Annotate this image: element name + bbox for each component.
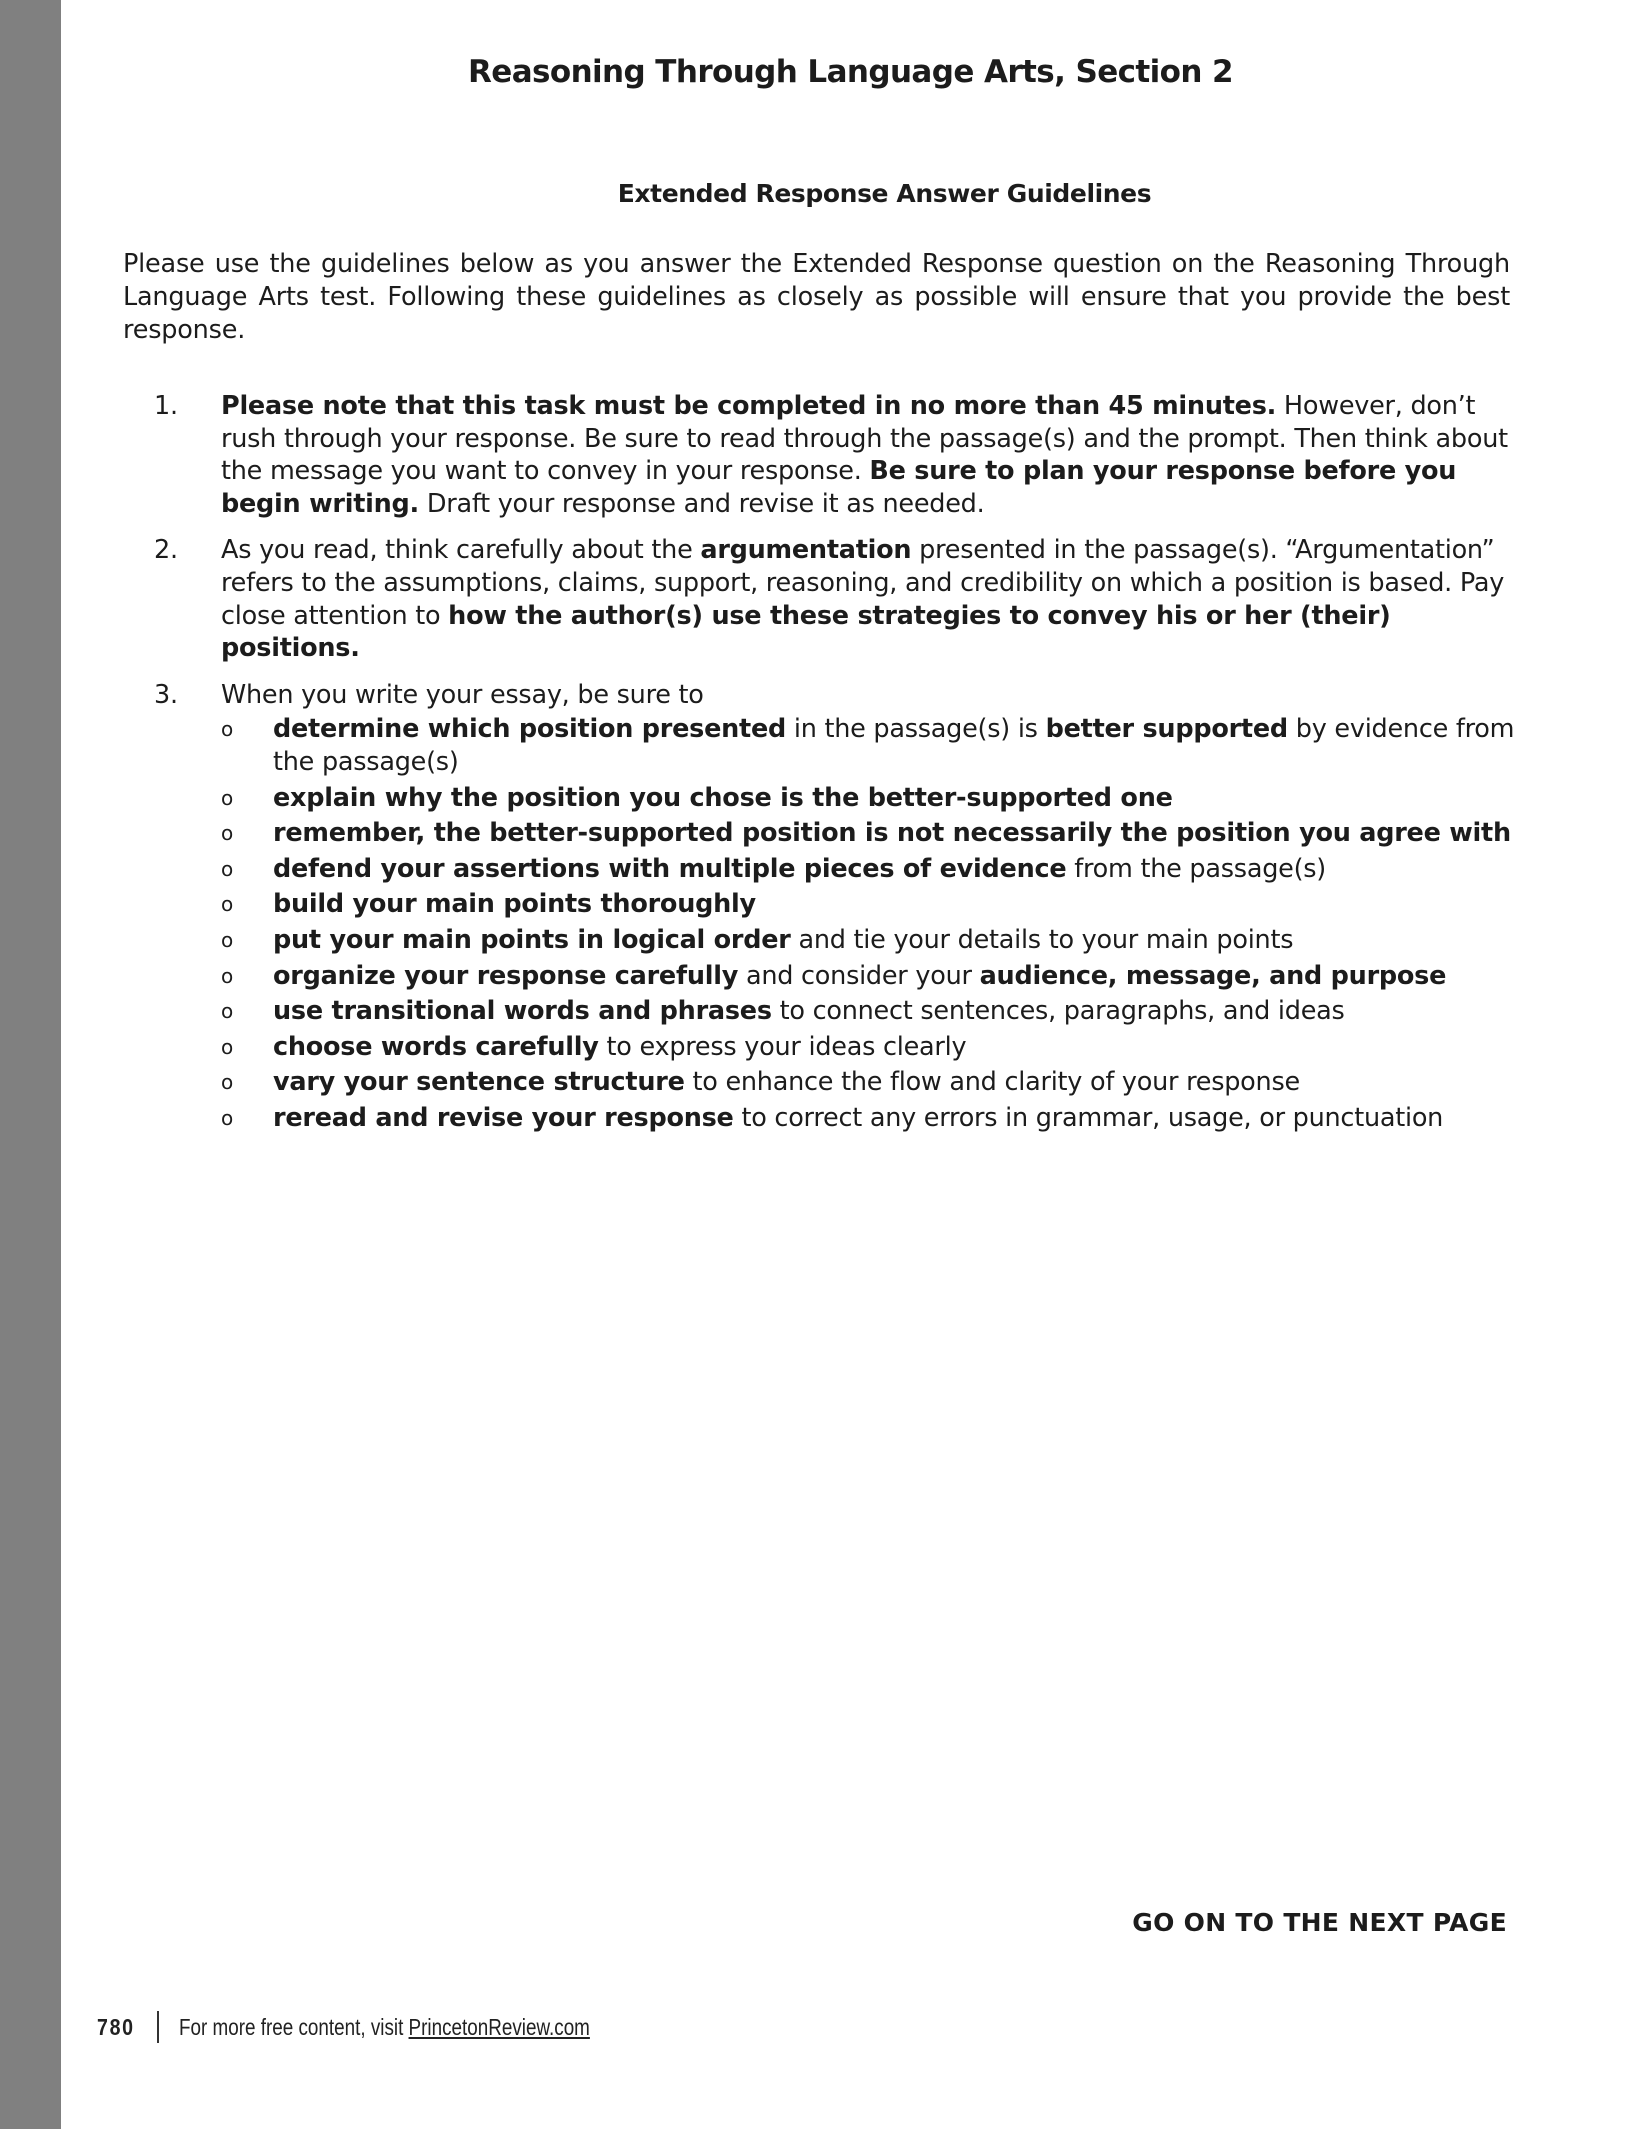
bold-text: remember, the better-supported position is not necessarily the position you agree with (273, 818, 1511, 849)
sub-list-item (221, 853, 1520, 886)
text: Draft your response and revise it as needed. (418, 488, 985, 519)
footer-caption: For more free content, visit (179, 2013, 409, 2040)
item-text (221, 390, 1520, 520)
bold-text: determine which position presented (273, 714, 787, 745)
page-number: 780 (97, 2013, 135, 2040)
section-title: Extended Response Answer Guidelines (617, 179, 1152, 208)
bold-text: explain why the position you chose is the better-supported one (273, 782, 1173, 813)
page-title: Reasoning Through Language Arts, Section 2 (468, 54, 1233, 90)
bold-text: choose words carefully (273, 1031, 599, 1062)
intro-paragraph: Please use the guidelines below as you answer the Extended Response question on the Reasoning Through Language Arts test. Following these guidelines as closely as possible will ensure that you provide the best response. (123, 249, 1510, 345)
bold-text: how the author(s) use these strategies to convey his or her (their) positions. (221, 600, 1391, 664)
sub-list-item (221, 995, 1520, 1028)
text: to express your ideas clearly (598, 1031, 967, 1062)
text: and consider your (738, 960, 980, 991)
bold-text: reread and revise your response (273, 1102, 734, 1133)
footer-divider (157, 2011, 159, 2043)
page-footer (97, 2010, 680, 2044)
sub-list-item (221, 817, 1520, 850)
guideline-item (120, 390, 1520, 520)
item-number: 2. (154, 535, 178, 566)
sub-list-item (221, 960, 1520, 993)
bold-text: audience, message, and purpose (979, 960, 1447, 991)
item-number: 3. (154, 679, 178, 710)
bold-text: use transitional words and phrases (273, 996, 772, 1027)
bold-text: Please note that this task must be completed in no more than 45 minutes. (221, 391, 1277, 421)
item-text (221, 534, 1520, 664)
hollow-circle-bullet-icon: o (221, 927, 233, 952)
hollow-circle-bullet-icon: o (221, 856, 233, 881)
page-side-bar (0, 0, 61, 2129)
bold-text: argumentation (700, 535, 912, 566)
text: by evidence from the passage(s) (273, 714, 1515, 777)
guideline-item (120, 679, 1520, 1135)
bold-text: better supported (1045, 714, 1288, 745)
item-number: 1. (154, 391, 178, 421)
footer-text (179, 2014, 590, 2041)
text: When you write your essay, be sure to (221, 679, 704, 710)
bold-text: put your main points in logical order (273, 924, 791, 955)
sub-list-item (221, 782, 1520, 815)
text: However, don’t rush through your response. Be sure to read through the passage(s) and the prompt. Then think about the message you want to convey in your response. (221, 391, 1508, 487)
sub-list-item (221, 1031, 1520, 1064)
hollow-circle-bullet-icon: o (221, 717, 233, 742)
hollow-circle-bullet-icon: o (221, 785, 233, 810)
item-text (221, 679, 1520, 712)
sub-list-item (221, 713, 1520, 778)
princeton-review-link[interactable]: PrincetonReview.com (408, 2013, 590, 2040)
sub-list-item (221, 1066, 1520, 1099)
sub-list-item (221, 924, 1520, 957)
hollow-circle-bullet-icon: o (221, 821, 233, 846)
hollow-circle-bullet-icon: o (221, 963, 233, 988)
text: in the passage(s) is (786, 714, 1046, 745)
bold-text: organize your response carefully (273, 960, 739, 991)
text: from the passage(s) (1066, 853, 1326, 884)
sub-list (221, 713, 1520, 1134)
sub-list-item (221, 1102, 1520, 1135)
text: to correct any errors in grammar, usage, or punctuation (733, 1102, 1444, 1133)
text: As you read, think carefully about the (221, 535, 701, 566)
hollow-circle-bullet-icon: o (221, 999, 233, 1024)
text: presented in the passage(s). “Argumentation” refers to the assumptions, claims, support, reasoning, and credibility on which a position is based. Pay close attention to (221, 535, 1505, 631)
guideline-item (120, 534, 1520, 664)
guidelines-list (120, 390, 1520, 1148)
text: and tie your details to your main points (790, 924, 1294, 955)
hollow-circle-bullet-icon: o (221, 892, 233, 917)
text: to connect sentences, paragraphs, and ideas (771, 996, 1345, 1027)
bold-text: Be sure to plan your response before you begin writing. (221, 456, 1457, 519)
bold-text: defend your assertions with multiple pieces of evidence (273, 853, 1067, 884)
hollow-circle-bullet-icon: o (221, 1034, 233, 1059)
bold-text: vary your sentence structure (273, 1067, 685, 1098)
bold-text: build your main points thoroughly (273, 889, 756, 920)
text: to enhance the flow and clarity of your response (684, 1067, 1300, 1098)
sub-list-item (221, 888, 1520, 921)
hollow-circle-bullet-icon: o (221, 1105, 233, 1130)
hollow-circle-bullet-icon: o (221, 1070, 233, 1095)
go-to-next-page-label: GO ON TO THE NEXT PAGE (1132, 1908, 1507, 1937)
